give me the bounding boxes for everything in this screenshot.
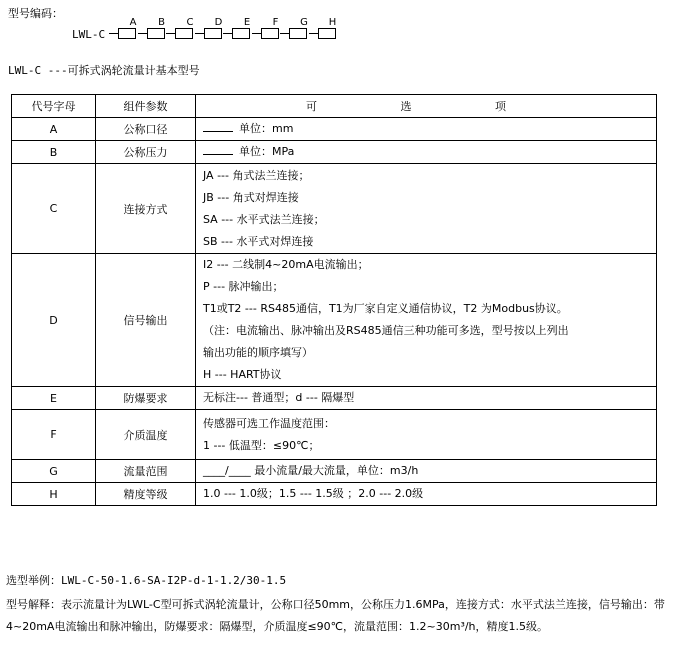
row-param: 公称口径 <box>96 118 196 141</box>
option-line <box>203 387 656 409</box>
row-options <box>196 460 657 483</box>
table-row <box>12 118 657 141</box>
base-model-description: LWL-C ---可拆式涡轮流量计基本型号 <box>8 64 200 77</box>
option-line <box>203 460 656 482</box>
option-text: H --- HART协议 <box>203 368 282 381</box>
row-param: 流量范围 <box>96 460 196 483</box>
row-options <box>196 164 657 254</box>
option-line <box>203 483 656 505</box>
code-box-h <box>318 28 336 39</box>
row-param: 连接方式 <box>96 164 196 254</box>
row-param: 防爆要求 <box>96 387 196 410</box>
model-code-diagram <box>72 16 392 42</box>
row-code: A <box>12 118 96 141</box>
row-code: D <box>12 254 96 387</box>
code-box-d <box>204 28 222 39</box>
code-dash <box>252 33 261 34</box>
option-text: T1或T2 --- RS485通信，T1为厂家自定义通信协议，T2 为Modbus协议。 <box>203 302 568 315</box>
option-text: P --- 脉冲输出； <box>203 280 284 293</box>
code-box-g <box>289 28 307 39</box>
page-title: 型号编码： <box>8 7 63 20</box>
option-line <box>203 320 656 342</box>
code-letter-f: F <box>272 17 279 28</box>
row-param: 公称压力 <box>96 141 196 164</box>
table-row <box>12 410 657 460</box>
code-dash <box>166 33 175 34</box>
row-code: C <box>12 164 96 254</box>
code-dash <box>195 33 204 34</box>
row-options <box>196 387 657 410</box>
row-options <box>196 118 657 141</box>
row-code: H <box>12 483 96 506</box>
option-line <box>203 187 656 209</box>
row-options <box>196 410 657 460</box>
option-text: SA --- 水平式法兰连接； <box>203 212 325 226</box>
code-dash <box>280 33 289 34</box>
code-dash <box>109 33 118 34</box>
code-letter-d: D <box>214 17 223 28</box>
option-text: ____/____ 最小流量/最大流量，单位：m3/h <box>203 464 419 477</box>
selection-example: 选型举例：LWL-C-50-1.6-SA-I2P-d-1-1.2/30-1.5 <box>6 574 287 587</box>
fill-in-blank <box>203 145 233 155</box>
row-param: 信号输出 <box>96 254 196 387</box>
code-box-b <box>147 28 165 39</box>
option-line <box>203 364 656 386</box>
code-dash <box>309 33 318 34</box>
header-code: 代号字母 <box>12 95 96 118</box>
code-letter-h: H <box>328 17 337 28</box>
option-line <box>203 165 656 187</box>
option-text: 1.0 --- 1.0级；1.5 --- 1.5级 ；2.0 --- 2.0级 <box>203 487 424 500</box>
option-line <box>203 231 656 253</box>
row-options <box>196 254 657 387</box>
table-row <box>12 141 657 164</box>
code-letter-g: G <box>300 17 308 28</box>
code-letter-e: E <box>243 17 251 28</box>
code-letter-a: A <box>129 17 137 28</box>
option-text: 传感器可选工作温度范围： <box>203 416 335 430</box>
row-code: B <box>12 141 96 164</box>
option-line <box>203 298 656 320</box>
header-options: 可 选 项 <box>196 95 657 118</box>
fill-in-blank <box>203 122 233 132</box>
option-line <box>203 276 656 298</box>
option-text: 单位：mm <box>239 122 294 135</box>
row-options <box>196 483 657 506</box>
table-row <box>12 460 657 483</box>
code-letter-b: B <box>158 17 165 28</box>
row-options <box>196 141 657 164</box>
option-text: 输出功能的顺序填写） <box>203 346 313 359</box>
table-header-row <box>12 95 657 118</box>
option-text: 单位：MPa <box>239 145 295 158</box>
table-row <box>12 387 657 410</box>
row-code: F <box>12 410 96 460</box>
row-code: E <box>12 387 96 410</box>
option-text: SB --- 水平式对焊连接 <box>203 234 314 248</box>
model-prefix: LWL-C <box>72 28 106 41</box>
row-param: 精度等级 <box>96 483 196 506</box>
option-line <box>203 209 656 231</box>
table-row <box>12 164 657 254</box>
spec-table <box>11 94 657 506</box>
code-dash <box>223 33 232 34</box>
code-box-a <box>118 28 136 39</box>
option-text: JB --- 角式对焊连接 <box>203 190 299 204</box>
code-box-c <box>175 28 193 39</box>
option-text: JA --- 角式法兰连接； <box>203 168 310 182</box>
table-row <box>12 254 657 387</box>
code-dash <box>138 33 147 34</box>
option-line <box>203 413 656 435</box>
option-line <box>203 118 656 140</box>
option-line <box>203 435 656 457</box>
row-param: 介质温度 <box>96 410 196 460</box>
code-box-e <box>232 28 250 39</box>
option-text: 无标注--- 普通型；d --- 隔爆型 <box>203 391 355 404</box>
model-explanation: 型号解释：表示流量计为LWL-C型可拆式涡轮流量计，公称口径50mm，公称压力1.6MPa，连接方式：水平式法兰连接，信号输出：带4~20mA电流输出和脉冲输出，防爆要求：隔爆型，介质温度≤90℃，流量范围：1.2~30m³/h，精度1.5级。 <box>6 598 665 633</box>
header-param: 组件参数 <box>96 95 196 118</box>
table-row <box>12 483 657 506</box>
option-line <box>203 254 656 276</box>
option-line <box>203 141 656 163</box>
option-text: I2 --- 二线制4~20mA电流输出； <box>203 258 369 271</box>
code-box-f <box>261 28 279 39</box>
option-text: （注：电流输出、脉冲输出及RS485通信三种功能可多选，型号按以上列出 <box>203 324 569 337</box>
option-text: 1 --- 低温型：≤90℃； <box>203 438 320 452</box>
code-letter-c: C <box>186 17 194 28</box>
row-code: G <box>12 460 96 483</box>
option-line <box>203 342 656 364</box>
